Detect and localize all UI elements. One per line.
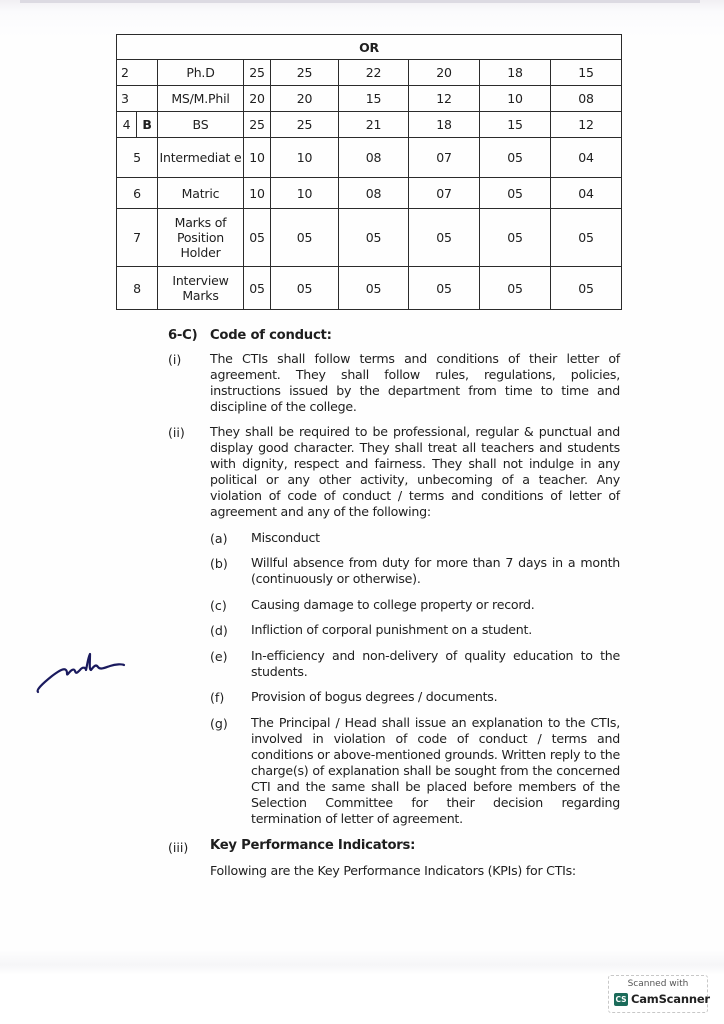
- cell: 05: [480, 267, 551, 310]
- kpi-marker: (iii): [168, 840, 189, 855]
- cell: 12: [409, 86, 480, 112]
- table-row: [117, 209, 622, 267]
- cell: 10: [271, 138, 339, 178]
- section-number: 6-C): [168, 328, 198, 343]
- table-row: [117, 60, 622, 86]
- subitem-text: In-efficiency and non-delivery of quality education to the students.: [251, 648, 620, 679]
- table-row: [117, 86, 622, 112]
- subitem-text: Provision of bogus degrees / documents.: [251, 689, 498, 704]
- cell: 05: [480, 178, 551, 209]
- cell: 05: [244, 209, 271, 267]
- cell: 12: [551, 112, 622, 138]
- cell: 05: [339, 209, 409, 267]
- cell: 05: [271, 267, 339, 310]
- row-item: MS/M.Phil: [158, 86, 244, 112]
- cell: 10: [480, 86, 551, 112]
- or-row: [117, 35, 622, 60]
- cell: 05: [480, 138, 551, 178]
- row-item: Matric: [158, 178, 244, 209]
- row-item: Marks of Position Holder: [158, 209, 244, 267]
- cell: 25: [271, 112, 339, 138]
- scan-edge: [20, 0, 700, 3]
- cell: 05: [339, 267, 409, 310]
- cell: 08: [339, 178, 409, 209]
- row-item: BS: [158, 112, 244, 138]
- subitem-marker: (e): [210, 649, 228, 664]
- subitem-marker: (d): [210, 623, 228, 638]
- cell: 22: [339, 60, 409, 86]
- cell: 21: [339, 112, 409, 138]
- row-number: 4: [117, 112, 137, 138]
- table-row: [117, 178, 622, 209]
- row-number: 7: [117, 209, 158, 267]
- table-row: [117, 112, 622, 138]
- subitem-text: Infliction of corporal punishment on a student.: [251, 622, 532, 637]
- cell: 05: [480, 209, 551, 267]
- row-number: 6: [117, 178, 158, 209]
- subitem-marker: (c): [210, 598, 227, 613]
- row-item: Ph.D: [158, 60, 244, 86]
- row-number: 5: [117, 138, 158, 178]
- watermark-brand: CamScanner: [631, 992, 710, 1006]
- or-label: OR: [117, 35, 622, 60]
- cell: 20: [409, 60, 480, 86]
- row-item: Interview Marks: [158, 267, 244, 310]
- cell: 05: [551, 267, 622, 310]
- subitem-marker: (g): [210, 716, 228, 731]
- cell: 25: [244, 112, 271, 138]
- subitem-text: Willful absence from duty for more than 7 days in a month (continuously or otherwise).: [251, 555, 620, 586]
- subitem-marker: (f): [210, 690, 225, 705]
- cell: 25: [271, 60, 339, 86]
- subitem-text: Causing damage to college property or record.: [251, 597, 535, 612]
- row-number: 3: [117, 86, 158, 112]
- row-item: Intermediat e: [158, 138, 244, 178]
- cell: 05: [551, 209, 622, 267]
- row-number: 2: [117, 60, 158, 86]
- item-text: The CTIs shall follow terms and conditions of their letter of agreement. They shall follow rules, regulations, policies, instructions issued by the department from time to time and discipline of the college.: [210, 351, 620, 414]
- camscanner-watermark: [608, 975, 708, 1013]
- cell: 15: [480, 112, 551, 138]
- cell: 05: [409, 267, 480, 310]
- cell: 18: [480, 60, 551, 86]
- item-marker: (i): [168, 352, 182, 367]
- item-marker: (ii): [168, 425, 185, 440]
- kpi-text: Following are the Key Performance Indicators (KPIs) for CTIs:: [210, 863, 576, 878]
- cell: 04: [551, 178, 622, 209]
- cell: 15: [339, 86, 409, 112]
- marks-table: [116, 34, 622, 310]
- cell: 05: [244, 267, 271, 310]
- row-sub-label: B: [137, 112, 158, 138]
- signature: [30, 640, 140, 700]
- cell: 07: [409, 138, 480, 178]
- kpi-title: Key Performance Indicators:: [210, 838, 416, 853]
- subitem-marker: (b): [210, 556, 228, 571]
- cell: 20: [271, 86, 339, 112]
- cell: 10: [244, 178, 271, 209]
- cell: 08: [551, 86, 622, 112]
- subitem-text: The Principal / Head shall issue an explanation to the CTIs, involved in violation of code of conduct / terms and conditions or above-mentioned grounds. Written reply to the charge(s) of explanation shall be sought from the concerned CTI and the same shall be placed before members of the Selection Committee for their decision regarding termination of letter of agreement.: [251, 715, 620, 826]
- item-text: They shall be required to be professional, regular & punctual and display good character. They shall treat all teachers and students with dignity, respect and fairness. They shall not indulge in any political or any other activity, unbecoming of a teacher. Any violation of code of conduct / terms and conditions of letter of agreement and any of the following:: [210, 424, 620, 519]
- cell: 04: [551, 138, 622, 178]
- camscanner-logo-icon: CS: [615, 995, 627, 1004]
- cell: 05: [271, 209, 339, 267]
- table-row: [117, 138, 622, 178]
- subitem-text: Misconduct: [251, 530, 320, 545]
- row-number: 8: [117, 267, 158, 310]
- section-title: Code of conduct:: [210, 328, 332, 343]
- cell: 20: [244, 86, 271, 112]
- watermark-caption: Scanned with: [627, 979, 689, 989]
- cell: 10: [271, 178, 339, 209]
- cell: 18: [409, 112, 480, 138]
- cell: 25: [244, 60, 271, 86]
- cell: 07: [409, 178, 480, 209]
- cell: 15: [551, 60, 622, 86]
- cell: 05: [409, 209, 480, 267]
- cell: 08: [339, 138, 409, 178]
- subitem-marker: (a): [210, 531, 228, 546]
- cell: 10: [244, 138, 271, 178]
- table-row: [117, 267, 622, 310]
